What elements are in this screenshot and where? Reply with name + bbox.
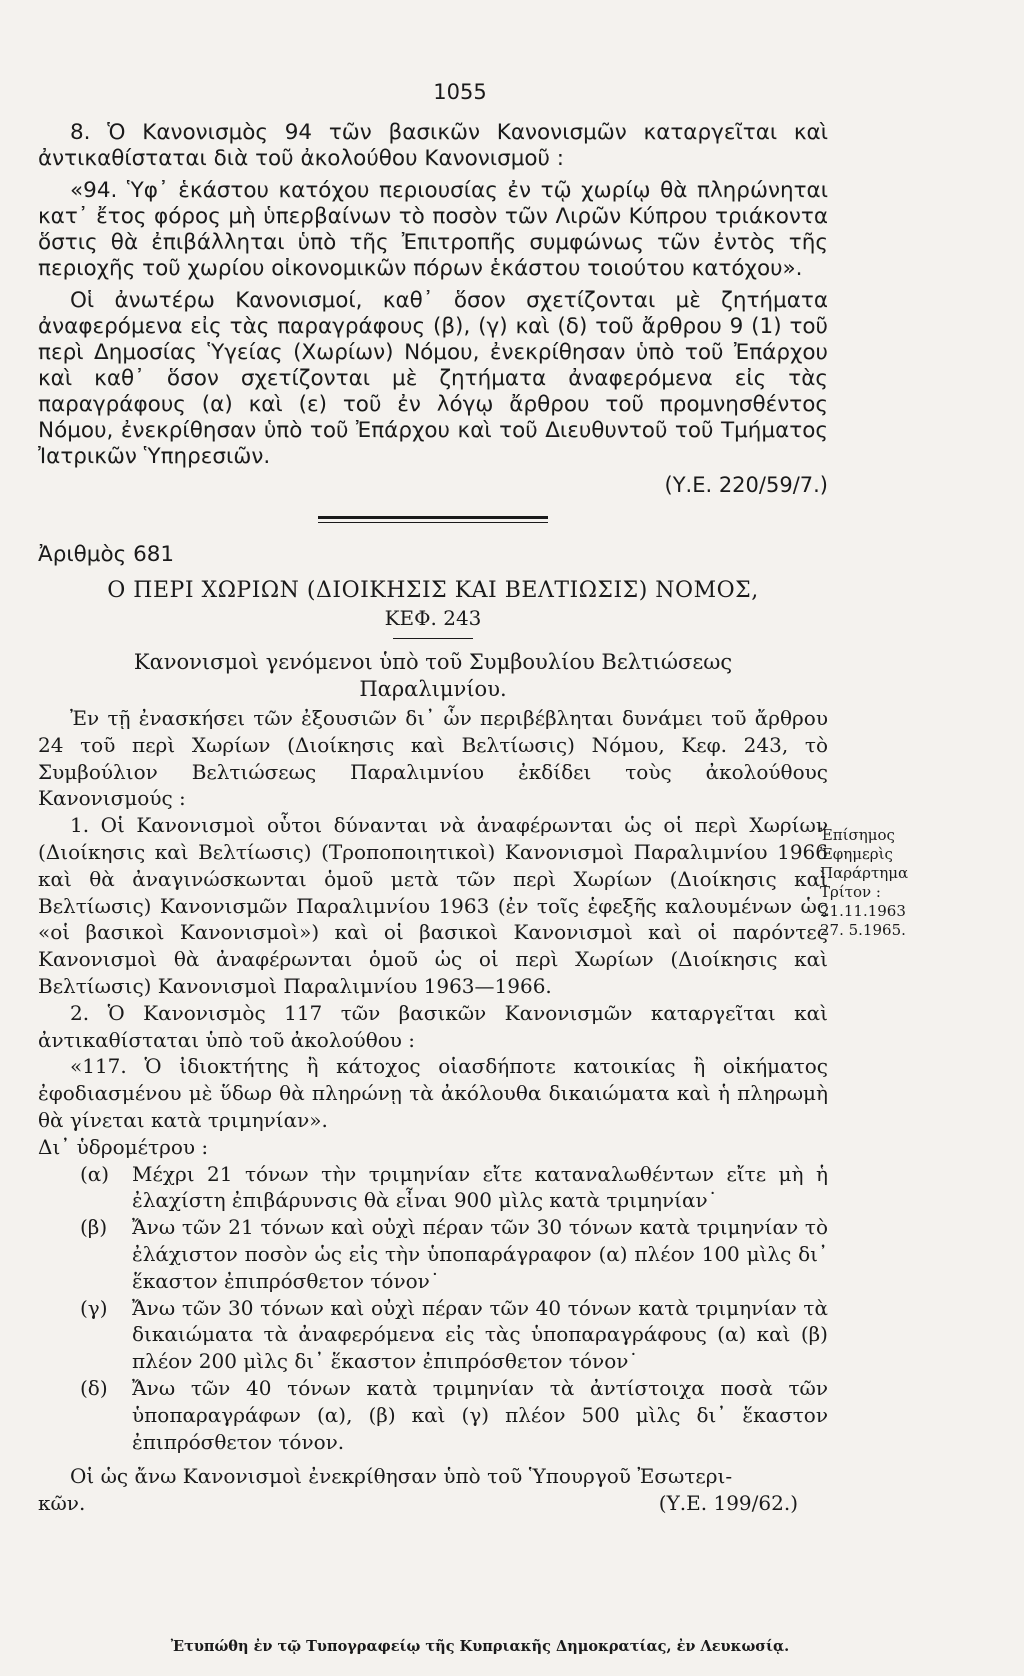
paragraph: «94. Ὑφ᾽ ἑκάστου κατόχου περιουσίας ἐν τῷ χωρίῳ θὰ πληρώνηται κατ᾽ ἔτος φόρος μὴ ὑπερβαίνων τὸ ποσὸν τῶν Λιρῶν Κύπρου τριάκοντα ὅστις θὰ ἐπιβάλληται ὑπὸ τῆς Ἐπιτροπῆς συμφώνως τῶν ἐντὸς τῆς περιοχῆς τοῦ χωρίου οἰκονομικῶν πόρων ἑκάστου τοιούτου κατόχου».	[38, 178, 828, 281]
item-text: Ἄνω τῶν 40 τόνων κατὰ τριμηνίαν τὰ ἀντίστοιχα ποσὰ τῶν ὑποπαραγράφων (α), (β) καὶ (γ) πλέον 500 μὶλς δι᾽ ἕκαστον ἐπιπρόσθετον τόνον.	[132, 1375, 828, 1454]
section-divider	[318, 516, 548, 523]
margin-note-line: Ἐφημερὶς	[820, 845, 893, 863]
paragraph: «117. Ὁ ἰδιοκτήτης ἢ κάτοχος οἱασδήποτε κατοικίας ἢ οἰκήματος ἐφοδιασμένου μὲ ὕδωρ θὰ πληρώνῃ τὰ ἀκόλουθα δικαιώματα καὶ ἡ πληρωμὴ θὰ γίνεται κατὰ τριμηνίαν».	[38, 1054, 828, 1132]
item-label: (α)	[80, 1161, 110, 1186]
margin-note-line: Τρίτον :	[820, 883, 881, 901]
paragraph: 2. Ὁ Κανονισμὸς 117 τῶν βασικῶν Κανονισμῶν καταργεῖται καὶ ἀντικαθίσταται ὑπὸ τοῦ ἀκολούθου :	[38, 1000, 828, 1052]
paragraph: Δι᾽ ὑδρομέτρου :	[38, 1134, 209, 1159]
item-list	[38, 1161, 828, 1456]
item-text: Μέχρι 21 τόνων τὴν τριμηνίαν εἴτε καταναλωθέντων εἴτε μὴ ἡ ἐλαχίστη ἐπιβάρυνσις θὰ εἶναι 900 μὶλς κατὰ τριμηνίαν˙	[132, 1161, 828, 1213]
margin-note-line: 21.11.1963	[820, 902, 906, 920]
item-label: (β)	[80, 1215, 108, 1240]
paragraph: Οἱ ὡς ἄνω Κανονισμοὶ ἐνεκρίθησαν ὑπὸ τοῦ Ὑπουργοῦ Ἐσωτερι-	[70, 1464, 733, 1489]
regulations-subtitle-2: Παραλιμνίου.	[359, 677, 507, 701]
act-chapter: ΚΕΦ. 243	[384, 606, 482, 630]
paragraph: Οἱ ἀνωτέρω Κανονισμοί, καθ᾽ ὅσον σχετίζονται μὲ ζητήματα ἀναφερόμενα εἰς τὰς παραγράφους (β), (γ) καὶ (δ) τοῦ ἄρθρου 9 (1) τοῦ περὶ Δημοσίας Ὑγείας (Χωρίων) Νόμου, ἐνεκρίθησαν ὑπὸ τοῦ Ἐπάρχου καὶ καθ᾽ ὅσον σχετίζονται μὲ ζητήματα ἀναφερόμενα εἰς τὰς παραγράφους (α) καὶ (ε) τοῦ ἐν λόγῳ ἄρθρου τοῦ προμνησθέντος Νόμου, ἐνεκρίθησαν ὑπὸ τοῦ Ἐπάρχου καὶ τοῦ Διευθυντοῦ τοῦ Τμήματος Ἰατρικῶν Ὑπηρεσιῶν.	[38, 288, 828, 469]
regulations-subtitle: Κανονισμοὶ γενόμενοι ὑπὸ τοῦ Συμβουλίου Βελτιώσεως	[133, 650, 733, 674]
page-number: 1055	[433, 80, 487, 104]
margin-note	[820, 826, 950, 940]
item-text: Ἄνω τῶν 30 τόνων καὶ οὐχὶ πέραν τῶν 40 τόνων κατὰ τριμηνίαν τὰ δικαιώματα τὰ ἀναφερόμενα εἰς τὰς ὑποπαραγράφους (α) καὶ (β) πλέον 200 μὶλς δι᾽ ἕκαστον ἐπιπρόσθετον τόνον˙	[132, 1295, 828, 1374]
item-label: (γ)	[80, 1295, 108, 1320]
paragraph: 8. Ὁ Κανονισμὸς 94 τῶν βασικῶν Κανονισμῶν καταργεῖται καὶ ἀντικαθίσταται διὰ τοῦ ἀκολούθου Κανονισμοῦ :	[38, 120, 828, 171]
document-body	[38, 120, 828, 1517]
paragraph: Ἐν τῇ ἐνασκήσει τῶν ἐξουσιῶν δι᾽ ὧν περιβέβληται δυνάμει τοῦ ἄρθρου 24 τοῦ περὶ Χωρίων (Διοίκησις καὶ Βελτίωσις) Νόμου, Κεφ. 243, τὸ Συμβούλιον Βελτιώσεως Παραλιμνίου ἐκδίδει τοὺς ἀκολούθους Κανονισμούς :	[38, 706, 828, 811]
reference: (Υ.Ε. 199/62.)	[658, 1491, 798, 1516]
act-title: Ο ΠΕΡΙ ΧΩΡΙΩΝ (ΔΙΟΙΚΗΣΙΣ ΚΑΙ ΒΕΛΤΙΩΣΙΣ) ΝΟΜΟΣ,	[107, 578, 759, 603]
list-item	[38, 1375, 828, 1455]
reference: (Υ.Ε. 220/59/7.)	[664, 473, 828, 497]
margin-note-line: Ἐπίσημος	[820, 826, 895, 844]
item-label: (δ)	[80, 1375, 108, 1400]
closing-text: κῶν.	[38, 1491, 86, 1516]
margin-note-line: Παράρτημα	[820, 864, 909, 882]
closing-line	[38, 1490, 828, 1517]
printer-footer: Ἐτυπώθη ἐν τῷ Τυπογραφείῳ τῆς Κυπριακῆς Δημοκρατίας, ἐν Λευκωσίᾳ.	[170, 1638, 790, 1655]
list-item	[38, 1295, 828, 1375]
margin-note-line: 27. 5.1965.	[820, 921, 906, 939]
list-item	[38, 1161, 828, 1215]
item-text: Ἄνω τῶν 21 τόνων καὶ οὐχὶ πέραν τῶν 30 τόνων κατὰ τριμηνίαν τὸ ἐλάχιστον ποσὸν ὡς εἰς τὴν ὑποπαράγραφον (α) πλέον 100 μὶλς δι᾽ ἕκαστον ἐπιπρόσθετον τόνον˙	[132, 1215, 828, 1293]
act-number: Ἀριθμὸς 681	[38, 541, 175, 567]
list-item	[38, 1214, 828, 1294]
short-divider	[393, 638, 473, 639]
paragraph: 1. Οἱ Κανονισμοὶ οὗτοι δύνανται νὰ ἀναφέρωνται ὡς οἱ περὶ Χωρίων (Διοίκησις καὶ Βελτίωσις) (Τροποποιητικοὶ) Κανονισμοὶ Παραλιμνίου 1966 καὶ θὰ ἀναγινώσκωνται ὁμοῦ μετὰ τῶν περὶ Χωρίων (Διοίκησις καὶ Βελτίωσις) Κανονισμῶν Παραλιμνίου 1963 (ἐν τοῖς ἑφεξῆς καλουμένων ὡς «οἱ βασικοὶ Κανονισμοὶ») καὶ οἱ βασικοὶ Κανονισμοὶ καὶ οἱ παρόντες Κανονισμοὶ θὰ ἀναφέρωνται ὁμοῦ ὡς οἱ περὶ Χωρίων (Διοίκησις καὶ Βελτίωσις) Κανονισμοὶ Παραλιμνίου 1963—1966.	[38, 813, 828, 998]
